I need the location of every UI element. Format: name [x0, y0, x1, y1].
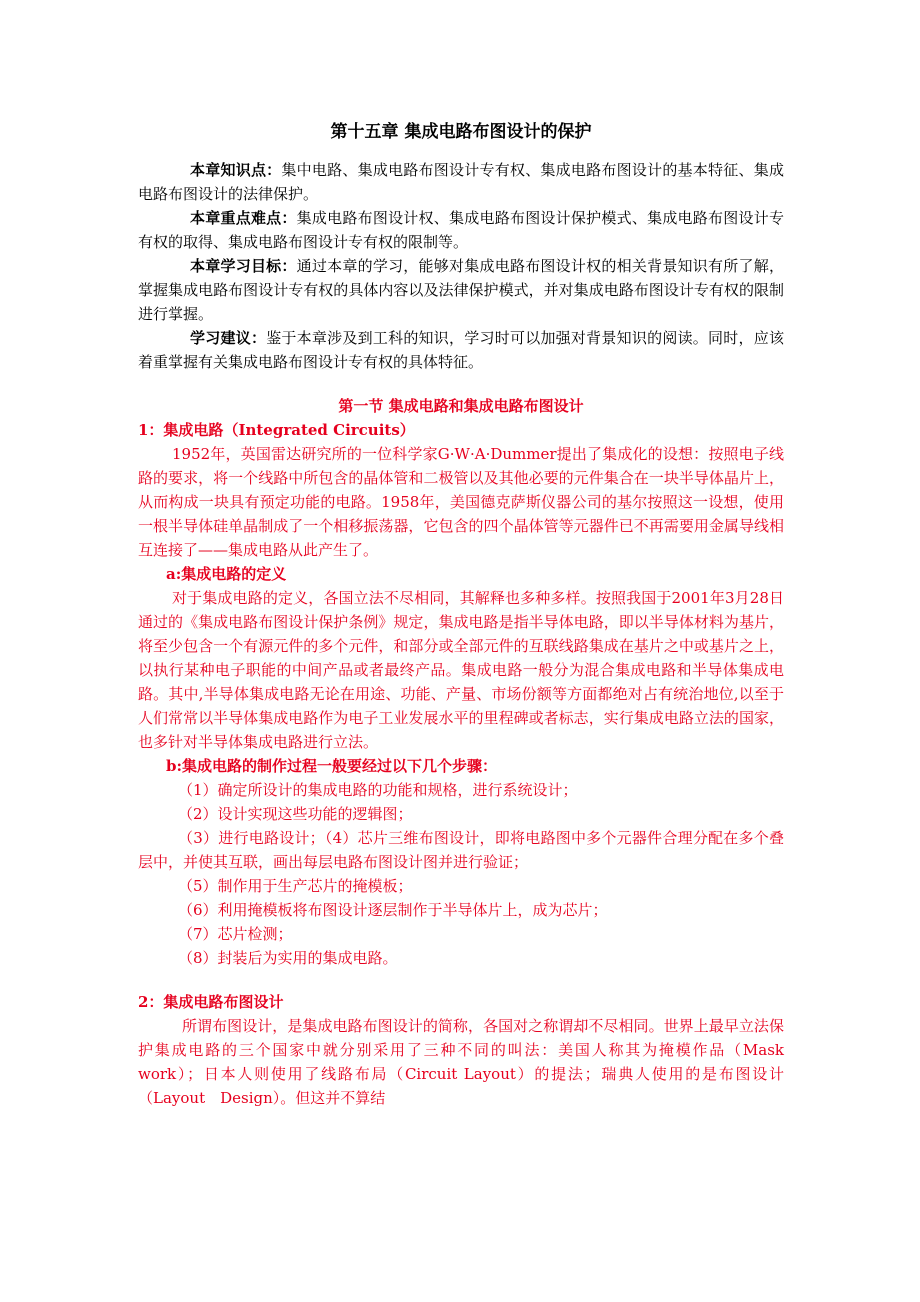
intro-text: 集成电路布图设计权、集成电路布图设计保护模式、集成电路布图设计专有权的取得、集成电路布图设计专有权的限制等。 [138, 209, 784, 251]
process-step: （8）封装后为实用的集成电路。 [178, 949, 398, 967]
heading-integrated-circuits: 1：集成电路（Integrated Circuits） [138, 421, 415, 439]
heading-layout-design: 2：集成电路布图设计 [138, 993, 284, 1011]
process-step: （2）设计实现这些功能的逻辑图； [178, 805, 413, 823]
document-body [138, 112, 815, 1110]
spacer [138, 970, 784, 990]
intro-label: 学习建议： [190, 329, 267, 347]
paragraph-ic-definition: 对于集成电路的定义，各国立法不尽相同，其解释也多种多样。按照我国于2001年3月28日通过的《集成电路布图设计保护条例》规定，集成电路是指半导体电路，即以半导体材料为基片，将至少包含一个有源元件的多个元件，和部分或全部元件的互联线路集成在基片之中或基片之上，以执行某种电子职能的中间产品或者最终产品。集成电路一般分为混合集成电路和半导体集成电路。其中,半导体集成电路无论在用途、功能、产量、市场份额等方面都绝对占有统治地位,以至于人们常常以半导体集成电路作为电子工业发展水平的里程碑或者标志，实行集成电路立法的国家，也多针对半导体集成电路进行立法。 [138, 589, 784, 751]
intro-text: 通过本章的学习，能够对集成电路布图设计权的相关背景知识有所了解，掌握集成电路布图设计专有权的具体内容以及法律保护模式，并对集成电路布图设计专有权的限制进行掌握。 [138, 257, 784, 323]
intro-key-difficulties [138, 206, 784, 254]
intro-knowledge-points [138, 158, 784, 206]
process-step: （3）进行电路设计；（4）芯片三维布图设计，即将电路图中多个元器件合理分配在多个叠层中，并使其互联，画出每层电路布图设计图并进行验证； [138, 829, 784, 871]
intro-label: 本章学习目标： [190, 257, 297, 275]
chapter-title: 第十五章 集成电路布图设计的保护 [330, 122, 592, 142]
intro-text: 鉴于本章涉及到工科的知识，学习时可以加强对背景知识的阅读。同时，应该着重掌握有关集成电路布图设计专有权的具体特征。 [138, 329, 784, 371]
subheading-ic-process: b:集成电路的制作过程一般要经过以下几个步骤： [166, 757, 498, 775]
intro-text: 集中电路、集成电路布图设计专有权、集成电路布图设计的基本特征、集成电路布图设计的法律保护。 [138, 161, 784, 203]
intro-label: 本章重点难点： [190, 209, 297, 227]
process-step: （6）利用掩模板将布图设计逐层制作于半导体片上，成为芯片； [178, 901, 608, 919]
section-title: 第一节 集成电路和集成电路布图设计 [338, 397, 584, 415]
intro-study-advice [138, 326, 784, 374]
intro-label: 本章知识点： [190, 161, 282, 179]
process-step: （7）芯片检测； [178, 925, 293, 943]
paragraph-layout-design: 所谓布图设计，是集成电路布图设计的简称，各国对之称谓却不尽相同。世界上最早立法保护集成电路的三个国家中就分别采用了三种不同的叫法：美国人称其为掩模作品（Mask work）；日本人则使用了线路布局（Circuit Layout）的提法；瑞典人使用的是布图设计（Layout Design）。但这并不算结 [138, 1017, 815, 1107]
process-step: （5）制作用于生产芯片的掩模板； [178, 877, 413, 895]
process-step: （1）确定所设计的集成电路的功能和规格，进行系统设计； [178, 781, 578, 799]
paragraph-ic-history: 1952年，英国雷达研究所的一位科学家G·W·A·Dummer提出了集成化的设想：按照电子线路的要求，将一个线路中所包含的晶体管和二极管以及其他必要的元件集合在一块半导体晶片上，从而构成一块具有预定功能的电路。1958年，美国德克萨斯仪器公司的基尔按照这一设想，使用一根半导体硅单晶制成了一个相移振荡器，它包含的四个晶体管等元器件已不再需要用金属导线相互连接了——集成电路从此产生了。 [138, 445, 784, 559]
intro-learning-goals [138, 254, 784, 326]
subheading-ic-definition: a:集成电路的定义 [166, 565, 287, 583]
